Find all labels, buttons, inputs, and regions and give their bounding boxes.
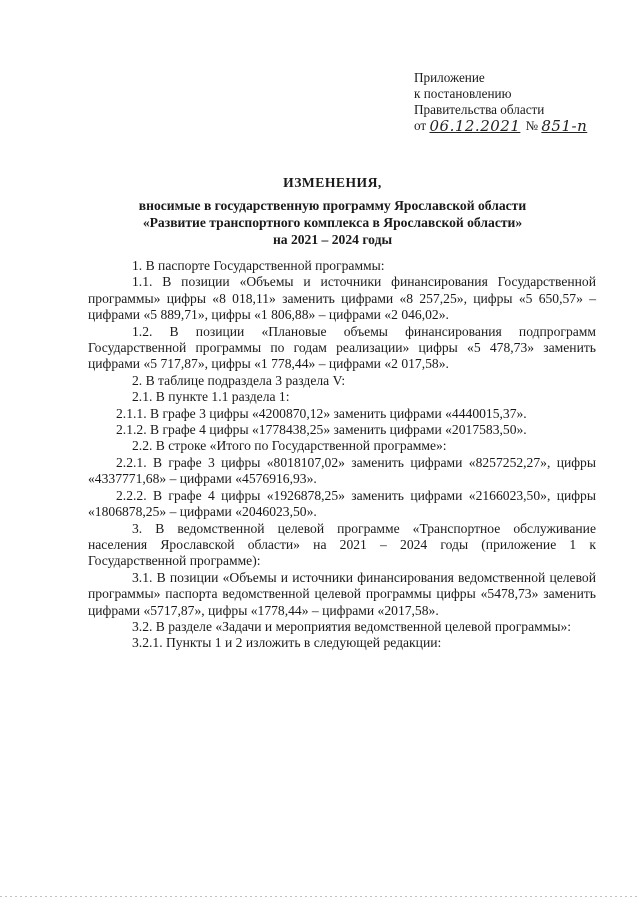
document-body xyxy=(88,258,596,652)
paragraph-3-2: 3.2. В разделе «Задачи и мероприятия ведомственной целевой программы»: xyxy=(132,618,572,634)
paragraph-2-1-1: 2.1.1. В графе 3 цифры «4200870,12» заменить цифрами «4440015,37». xyxy=(116,405,527,421)
paragraph-2-2: 2.2. В строке «Итого по Государственной программе»: xyxy=(132,438,447,454)
title-line-3: «Развитие транспортного комплекса в Ярославской области» xyxy=(142,215,523,230)
paragraph-3-2-1: 3.2.1. Пункты 1 и 2 изложить в следующей редакции: xyxy=(132,635,442,651)
title-line-4: на 2021 – 2024 годы xyxy=(272,232,393,247)
appendix-line-2: к постановлению xyxy=(414,86,512,101)
date-prefix: от xyxy=(414,118,427,133)
paragraph-2: 2. В таблице подраздела 3 раздела V: xyxy=(132,372,346,388)
paragraph-1-1: 1.1. В позиции «Объемы и источники финансирования Государственной программы» цифры «8 018,11» заменить цифрами «8 257,25», цифры «5 650,57» – цифрами «5 889,71», цифры «1 806,88» – цифрами «2 046,02». xyxy=(88,274,596,323)
paragraph-2-2-2: 2.2.2. В графе 4 цифры «1926878,25» заменить цифрами «2166023,50», цифры «1806878,25» – цифрами «2046023,50». xyxy=(88,487,596,520)
paragraph-3: 3. В ведомственной целевой программе «Транспортное обслуживание населения Ярославской области» на 2021 – 2024 годы (приложение 1 к Государственной программе): xyxy=(88,520,596,569)
appendix-header xyxy=(414,70,629,134)
title-line-2: вносимые в государственную программу Ярославской области xyxy=(138,198,527,213)
number-prefix: № xyxy=(525,118,539,133)
appendix-date-number-row xyxy=(414,118,629,134)
handwritten-date: 06.12.2021 xyxy=(429,117,521,135)
appendix-line-3: Правительства области xyxy=(414,102,545,117)
scan-edge-line xyxy=(0,896,640,897)
paragraph-1: 1. В паспорте Государственной программы: xyxy=(132,258,385,273)
paragraph-2-2-1: 2.2.1. В графе 3 цифры «8018107,02» заменить цифрами «8257252,27», цифры «4337771,68» – цифрами «4576916,93». xyxy=(88,454,596,487)
paragraph-2-1: 2.1. В пункте 1.1 раздела 1: xyxy=(132,389,290,405)
title-main: ИЗМЕНЕНИЯ, xyxy=(283,175,382,190)
appendix-line-1: Приложение xyxy=(414,70,485,85)
paragraph-1-2: 1.2. В позиции «Плановые объемы финансирования подпрограмм Государственной программы по годам реализации» цифры «5 478,73» заменить цифрами «5 717,87», цифры «1 778,44» – цифрами «2 017,58». xyxy=(88,323,596,372)
document-title xyxy=(100,174,565,248)
handwritten-number: 851-п xyxy=(541,117,588,135)
paragraph-3-1: 3.1. В позиции «Объемы и источники финансирования ведомственной целевой программы» паспорта ведомственной целевой программы цифры «5478,73» заменить цифрами «5717,87», цифры «1778,44» – цифрами «2017,58». xyxy=(88,569,596,618)
paragraph-2-1-2: 2.1.2. В графе 4 цифры «1778438,25» заменить цифрами «2017583,50». xyxy=(116,422,527,438)
